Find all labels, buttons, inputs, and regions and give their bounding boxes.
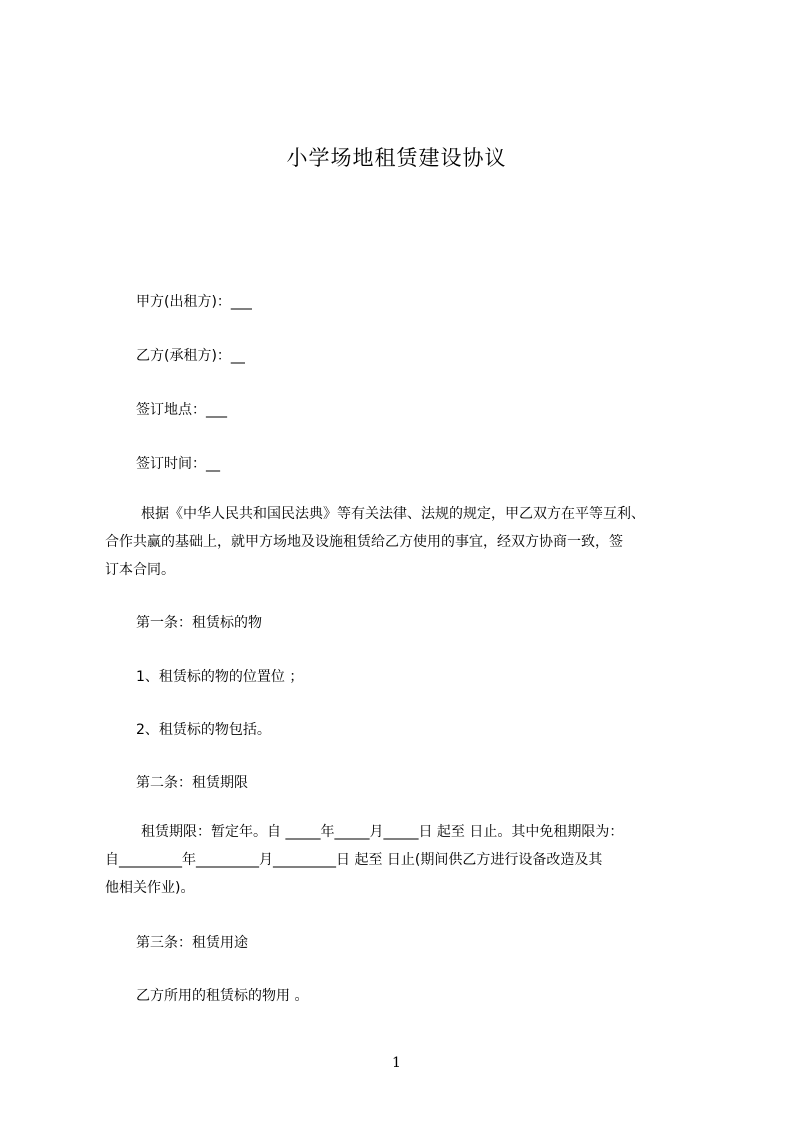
- intro-paragraph: [105, 500, 705, 584]
- intro-line-2: 合作共赢的基础上，就甲方场地及设施租赁给乙方使用的事宜，经双方协商一致，签: [105, 534, 623, 550]
- article-2-line-3: 他相关作业)。: [105, 880, 195, 896]
- article-2-line-2: 自_________年_________月_________日 起至 日止(期间供乙方进行设备改造及其: [105, 852, 603, 868]
- sign-place-line: 签订地点：___: [136, 402, 227, 418]
- article-1-item-1: 1、租赁标的物的位置位 ；: [136, 669, 304, 685]
- party-b-line: 乙方(承租方)：__: [136, 348, 245, 364]
- sign-time-line: 签订时间：__: [136, 456, 220, 472]
- article-1-item-2: 2、租赁标的物包括。: [136, 722, 271, 738]
- document-title: 小学场地租赁建设协议: [286, 146, 507, 170]
- article-3-heading: 第三条：租赁用途: [136, 935, 248, 951]
- party-a-line: 甲方(出租方)：___: [136, 294, 252, 310]
- article-3-text: 乙方所用的租赁标的物用 。: [136, 988, 309, 1004]
- article-2-line-1: 租赁期限：暂定年。自 _____年_____月_____日 起至 日止。其中免租期限为：: [141, 824, 624, 840]
- article-1-heading: 第一条：租赁标的物: [136, 615, 262, 631]
- article-2-heading: 第二条：租赁期限: [136, 775, 248, 791]
- page-number: 1: [392, 1055, 401, 1071]
- article-2-paragraph: [105, 818, 705, 902]
- intro-line-1: 根据《中华人民共和国民法典》等有关法律、法规的规定，甲乙双方在平等互利、: [141, 506, 645, 522]
- intro-line-3: 订本合同。: [105, 562, 175, 578]
